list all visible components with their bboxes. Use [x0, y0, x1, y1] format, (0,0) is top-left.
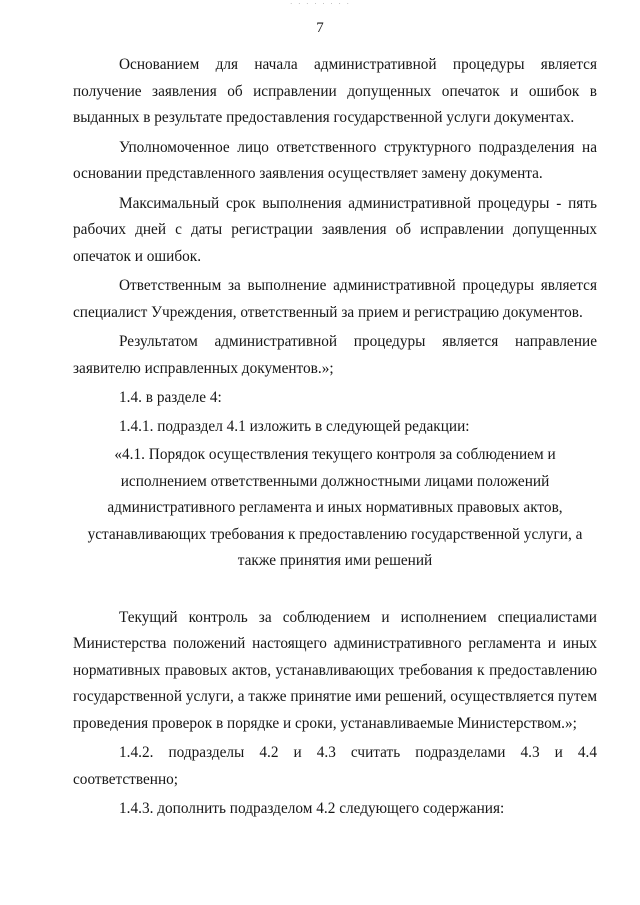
paragraph-current-control: Текущий контроль за соблюдением и исполнением специалистами Министерства положений настоящего административного регламента и иных нормативных правовых актов, устанавливающих требования к предоставлению государственной услуги, а также принятие ими решений, осуществляется путем проведения проверок в порядке и сроки, устанавливаемые Министерством.»; — [73, 608, 597, 732]
paragraph-max-duration: Максимальный срок выполнения административной процедуры - пять рабочих дней с даты регистрации заявления об исправлении допущенных опечаток и ошибок. — [73, 194, 597, 265]
subsection-heading-4-1: «4.1. Порядок осуществления текущего контроля за соблюдением и исполнением ответственными должностными лицами положений административного регламента и иных нормативных правовых актов, устанавливающих требования к предоставлению государственной услуги, а также принятия ими решений — [87, 446, 583, 569]
document-body — [73, 52, 597, 826]
paragraph-renumber-subsections: 1.4.2. подразделы 4.2 и 4.3 считать подразделами 4.3 и 4.4 соответственно; — [73, 744, 597, 788]
paragraph-procedure-basis: Основанием для начала административной процедуры является получение заявления об исправлении допущенных опечаток и ошибок в выданных в результате предоставления государственной услуги документах. — [73, 56, 597, 126]
spacer — [73, 575, 597, 605]
paragraph-add-subsection-4-2: 1.4.3. дополнить подразделом 4.2 следующего содержания: — [119, 800, 505, 817]
paragraph-responsible-person: Ответственным за выполнение административной процедуры является специалист Учреждения, ответственный за прием и регистрацию документов. — [73, 277, 597, 321]
scan-artifact: · · · · · · · · — [290, 0, 351, 6]
page-number: 7 — [316, 20, 324, 36]
paragraph-procedure-result: Результатом административной процедуры является направление заявителю исправленных документов.»; — [73, 333, 597, 377]
paragraph-section-4: 1.4. в разделе 4: — [119, 389, 222, 406]
paragraph-document-replacement: Уполномоченное лицо ответственного структурного подразделения на основании представленного заявления осуществляет замену документа. — [73, 138, 597, 182]
paragraph-subsection-4-1: 1.4.1. подраздел 4.1 изложить в следующей редакции: — [119, 417, 470, 435]
